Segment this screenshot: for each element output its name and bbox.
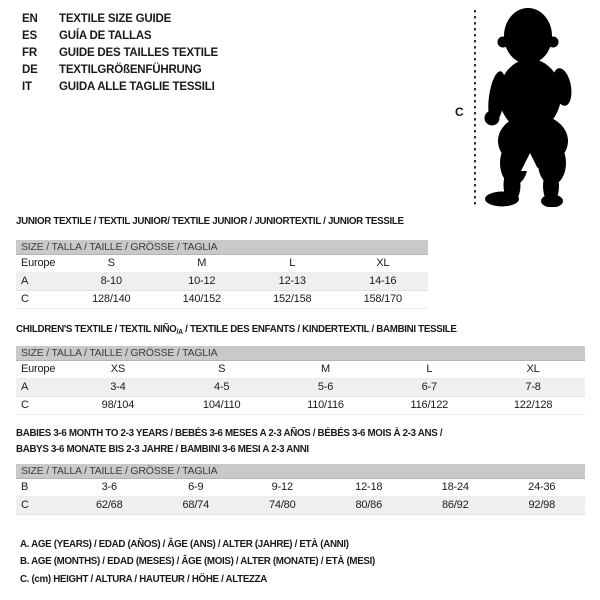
cell: 3-6 xyxy=(101,481,117,493)
language-code: EN xyxy=(22,13,38,25)
cell: 158/170 xyxy=(363,293,402,305)
cell: 110/116 xyxy=(307,399,344,411)
language-legend xyxy=(22,11,218,96)
children-table-title xyxy=(16,322,457,340)
junior-size-table xyxy=(16,240,428,309)
cell: 74/80 xyxy=(268,499,296,511)
cell: 12-13 xyxy=(278,275,306,287)
row-label: C xyxy=(21,499,29,511)
cell: XL xyxy=(526,363,540,375)
row-label: B xyxy=(21,481,29,493)
cell: M xyxy=(197,257,207,269)
height-measure-line xyxy=(474,10,476,206)
cell: S xyxy=(218,363,226,375)
table-row xyxy=(16,361,585,379)
language-title: TEXTILGRÖßENFÜHRUNG xyxy=(59,64,202,76)
cell: XL xyxy=(376,257,390,269)
language-row-en xyxy=(22,11,218,28)
language-row-it xyxy=(22,79,218,96)
row-label: A xyxy=(21,381,29,393)
cell: 122/128 xyxy=(513,399,553,411)
cell: 98/104 xyxy=(101,399,135,411)
footnote-b: B. AGE (MONTHS) / EDAD (MESES) / ÂGE (MOIS) / ALTER (MONATE) / ETÀ (MESI) xyxy=(20,555,375,568)
cell: 80/86 xyxy=(355,499,383,511)
row-label: Europe xyxy=(21,257,56,269)
language-row-es xyxy=(22,28,218,45)
cell: 7-8 xyxy=(525,381,541,393)
cell: M xyxy=(321,363,330,375)
language-code: ES xyxy=(22,30,37,42)
toddler-silhouette-icon xyxy=(483,5,600,207)
cell: 104/110 xyxy=(202,399,241,411)
table-row xyxy=(16,379,585,397)
row-label: C xyxy=(21,399,29,411)
children-title-text: CHILDREN'S TEXTILE / TEXTIL NIÑO xyxy=(16,323,177,335)
babies-table-title xyxy=(16,426,574,457)
cell: 68/74 xyxy=(182,499,210,511)
cell: 10-12 xyxy=(188,275,216,287)
language-code: IT xyxy=(22,81,32,93)
size-header-bar: SIZE / TALLA / TAILLE / GRÖSSE / TAGLIA xyxy=(16,240,428,255)
size-header-bar: SIZE / TALLA / TAILLE / GRÖSSE / TAGLIA xyxy=(16,346,585,361)
cell: 62/68 xyxy=(95,499,123,511)
cell: 86/92 xyxy=(441,499,469,511)
cell: 6-7 xyxy=(421,381,437,393)
row-label: C xyxy=(21,293,29,305)
junior-table-title: JUNIOR TEXTILE / TEXTIL JUNIOR/ TEXTILE JUNIOR / JUNIORTEXTIL / JUNIOR TESSILE xyxy=(16,215,404,227)
language-row-de xyxy=(22,62,218,79)
babies-title-line1: BABIES 3-6 MONTH TO 2-3 YEARS / BEBÉS 3-6 MESES A 2-3 AÑOS / BÉBÉS 3-6 MOIS À 2-3 ANS / xyxy=(16,427,443,439)
cell: 8-10 xyxy=(100,275,122,287)
language-code: DE xyxy=(22,64,38,76)
row-label: Europe xyxy=(21,363,56,375)
language-title: GUÍA DE TALLAS xyxy=(59,30,152,42)
cell: 128/140 xyxy=(92,293,131,305)
footnotes xyxy=(20,536,375,588)
cell: 116/122 xyxy=(410,399,449,411)
table-row xyxy=(16,397,585,415)
table-row xyxy=(16,291,428,309)
cell: 152/158 xyxy=(273,293,312,305)
cell: XS xyxy=(110,363,126,375)
cell: 18-24 xyxy=(441,481,469,493)
size-header-bar: SIZE / TALLA / TAILLE / GRÖSSE / TAGLIA xyxy=(16,464,585,479)
table-row xyxy=(16,479,585,497)
cell: 24-36 xyxy=(528,481,556,493)
table-row xyxy=(16,255,428,273)
footnote-c: C. (cm) HEIGHT / ALTURA / HAUTEUR / HÖHE / ALTEZZA xyxy=(20,572,268,585)
cell: L xyxy=(426,363,433,375)
cell: 140/152 xyxy=(182,293,221,305)
language-title: TEXTILE SIZE GUIDE xyxy=(59,13,172,25)
language-title: GUIDE DES TAILLES TEXTILE xyxy=(59,47,218,59)
cell: 3-4 xyxy=(110,381,126,393)
cell: 12-18 xyxy=(355,481,383,493)
babies-size-table xyxy=(16,464,585,515)
height-measure-label: C xyxy=(455,105,464,119)
cell: S xyxy=(107,257,115,269)
table-row xyxy=(16,273,428,291)
language-code: FR xyxy=(22,47,37,59)
table-row xyxy=(16,497,585,515)
cell: 14-16 xyxy=(369,275,397,287)
children-title-subscript: /A xyxy=(176,327,183,336)
cell: L xyxy=(289,257,296,269)
language-row-fr xyxy=(22,45,218,62)
row-label: A xyxy=(21,275,29,287)
cell: 5-6 xyxy=(317,381,334,393)
footnote-a: A. AGE (YEARS) / EDAD (AÑOS) / ÂGE (ANS) / ALTER (JAHRE) / ETÀ (ANNI) xyxy=(20,538,349,550)
language-title: GUIDA ALLE TAGLIE TESSILI xyxy=(59,81,215,93)
cell: 6-9 xyxy=(188,481,204,493)
cell: 9-12 xyxy=(271,481,293,493)
babies-title-line2: BABYS 3-6 MONATE BIS 2-3 JAHRE / BAMBINI 3-6 MESI A 2-3 ANNI xyxy=(16,442,309,455)
children-title-text: / TEXTILE DES ENFANTS / KINDERTEXTIL / BAMBINI TESSILE xyxy=(182,323,457,335)
cell: 4-5 xyxy=(214,381,230,393)
cell: 92/98 xyxy=(528,499,556,511)
children-size-table xyxy=(16,346,585,415)
